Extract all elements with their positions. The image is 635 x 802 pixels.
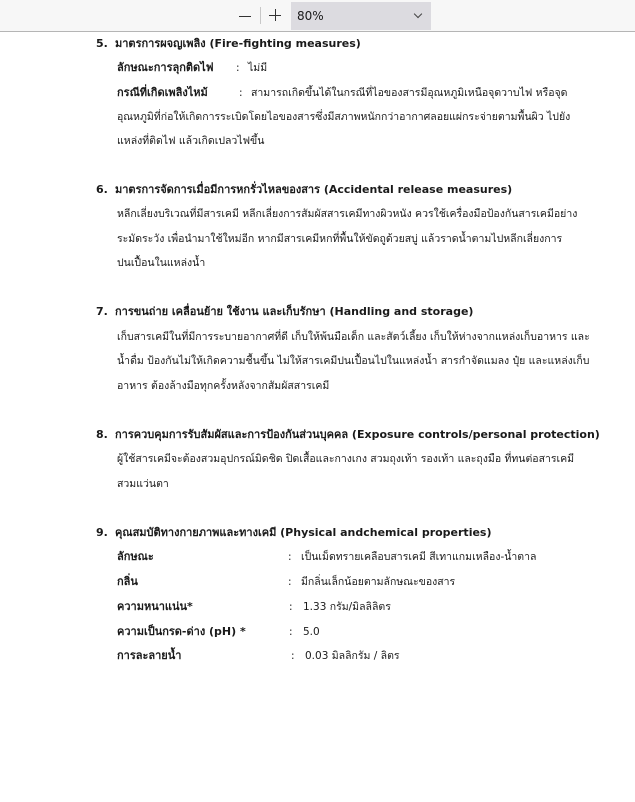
property-value: มีกลิ่นเล็กน้อยตามลักษณะของสาร bbox=[301, 576, 456, 588]
section-title: มาตรการจัดการเมื่อมีการหกรั่วไหลของสาร (Accidental release measures) bbox=[115, 183, 513, 196]
zoom-level-value: 80% bbox=[297, 9, 324, 23]
section-title: การขนถ่าย เคลื่อนย้าย ใช้งาน และเก็บรักษา (Handling and storage) bbox=[115, 305, 474, 318]
field-colon: : bbox=[236, 62, 240, 74]
paragraph-line: เก็บสารเคมีในที่มีการระบายอากาศที่ดี เก็บให้พ้นมือเด็ก และสัตว์เลี้ยง เก็บให้ห่างจากแหล่งเก็บอาหาร และ bbox=[117, 331, 590, 343]
section-number: 9. bbox=[96, 526, 108, 539]
zoom-in-button[interactable] bbox=[266, 6, 284, 26]
property-colon: : bbox=[288, 551, 292, 563]
section-8-heading bbox=[96, 428, 600, 442]
paragraph-line: ปนเปื้อนในแหล่งน้ำ bbox=[117, 257, 206, 269]
zoom-out-button[interactable] bbox=[236, 6, 254, 26]
property-colon: : bbox=[289, 626, 293, 638]
paragraph-line: ระมัดระวัง เพื่อนำมาใช้ใหม่อีก หากมีสารเคมีหกที่พื้นให้ขัดถูด้วยสบู่ แล้วราดน้ำตามไปหลีกเลี่ยงการ bbox=[117, 233, 563, 245]
paragraph-line: แหล่งที่ติดไฟ แล้วเกิดเปลวไฟขึ้น bbox=[117, 135, 265, 147]
section-5-heading bbox=[96, 37, 361, 51]
chevron-down-icon bbox=[414, 10, 422, 18]
paragraph-line: อาหาร ต้องล้างมือทุกครั้งหลังจากสัมผัสสารเคมี bbox=[117, 380, 330, 392]
paragraph-line: สวมแว่นตา bbox=[117, 478, 169, 490]
section-title: มาตรการผจญเพลิง (Fire-fighting measures) bbox=[115, 37, 361, 50]
section-title: การควบคุมการรับสัมผัสและการป้องกันส่วนบุคคล (Exposure controls/personal protection) bbox=[115, 428, 600, 441]
property-value: 0.03 มิลลิกรัม / ลิตร bbox=[305, 650, 400, 662]
field-colon: : bbox=[239, 87, 243, 99]
paragraph-line: ผู้ใช้สารเคมีจะต้องสวมอุปกรณ์มิดชิด ปิดเสื้อและกางเกง สวมถุงเท้า รองเท้า และถุงมือ ที่ทนต่อสารเคมี bbox=[117, 453, 575, 465]
field-label: ลักษณะการลุกติดไฟ bbox=[117, 61, 214, 74]
section-9-heading bbox=[96, 526, 492, 540]
property-value: 1.33 กรัม/มิลลิลิตร bbox=[303, 601, 391, 613]
property-colon: : bbox=[291, 650, 295, 662]
section-title: คุณสมบัติทางกายภาพและทางเคมี (Physical andchemical properties) bbox=[115, 526, 492, 539]
field-label: กรณีที่เกิดเพลิงไหม้ bbox=[117, 86, 208, 99]
property-label: ความเป็นกรด-ด่าง (pH) * bbox=[117, 625, 246, 638]
zoom-level-select[interactable] bbox=[291, 2, 431, 30]
pdf-viewer-toolbar bbox=[0, 0, 635, 32]
property-value: 5.0 bbox=[303, 626, 320, 638]
property-label: การละลายน้ำ bbox=[117, 649, 182, 662]
section-number: 6. bbox=[96, 183, 108, 196]
property-colon: : bbox=[288, 576, 292, 588]
toolbar-divider bbox=[260, 7, 261, 24]
property-value: เป็นเม็ดทรายเคลือบสารเคมี สีเทาแกมเหลือง-น้ำตาล bbox=[301, 551, 537, 563]
property-label: ลักษณะ bbox=[117, 550, 154, 563]
section-7-heading bbox=[96, 305, 473, 319]
section-number: 7. bbox=[96, 305, 108, 318]
field-value: สามารถเกิดขึ้นได้ในกรณีที่ไอของสารมีอุณหภูมิเหนือจุดวาบไฟ หรือจุด bbox=[251, 87, 568, 99]
section-number: 5. bbox=[96, 37, 108, 50]
field-value: ไม่มี bbox=[248, 62, 268, 74]
document-page bbox=[0, 33, 635, 802]
section-6-heading bbox=[96, 183, 512, 197]
paragraph-line: น้ำดื่ม ป้องกันไม่ให้เกิดความชื้นขึ้น ไม่ให้สารเคมีปนเปื้อนไปในแหล่งน้ำ สารกำจัดแมลง ปุ๋ย และแหล่งเก็บ bbox=[117, 355, 590, 367]
paragraph-line: หลีกเลี่ยงบริเวณที่มีสารเคมี หลีกเลี่ยงการสัมผัสสารเคมีทางผิวหนัง ควรใช้เครื่องมือป้องกันสารเคมีอย่าง bbox=[117, 208, 578, 220]
paragraph-line: อุณหภูมิที่ก่อให้เกิดการระเบิดโดยไอของสารซึ่งมีสภาพหนักกว่าอากาศลอยแผ่กระจ่ายตามพื้นผิว ไปยัง bbox=[117, 111, 571, 123]
section-number: 8. bbox=[96, 428, 108, 441]
property-colon: : bbox=[289, 601, 293, 613]
property-label: กลิ่น bbox=[117, 575, 138, 588]
property-label: ความหนาแน่น* bbox=[117, 600, 193, 613]
